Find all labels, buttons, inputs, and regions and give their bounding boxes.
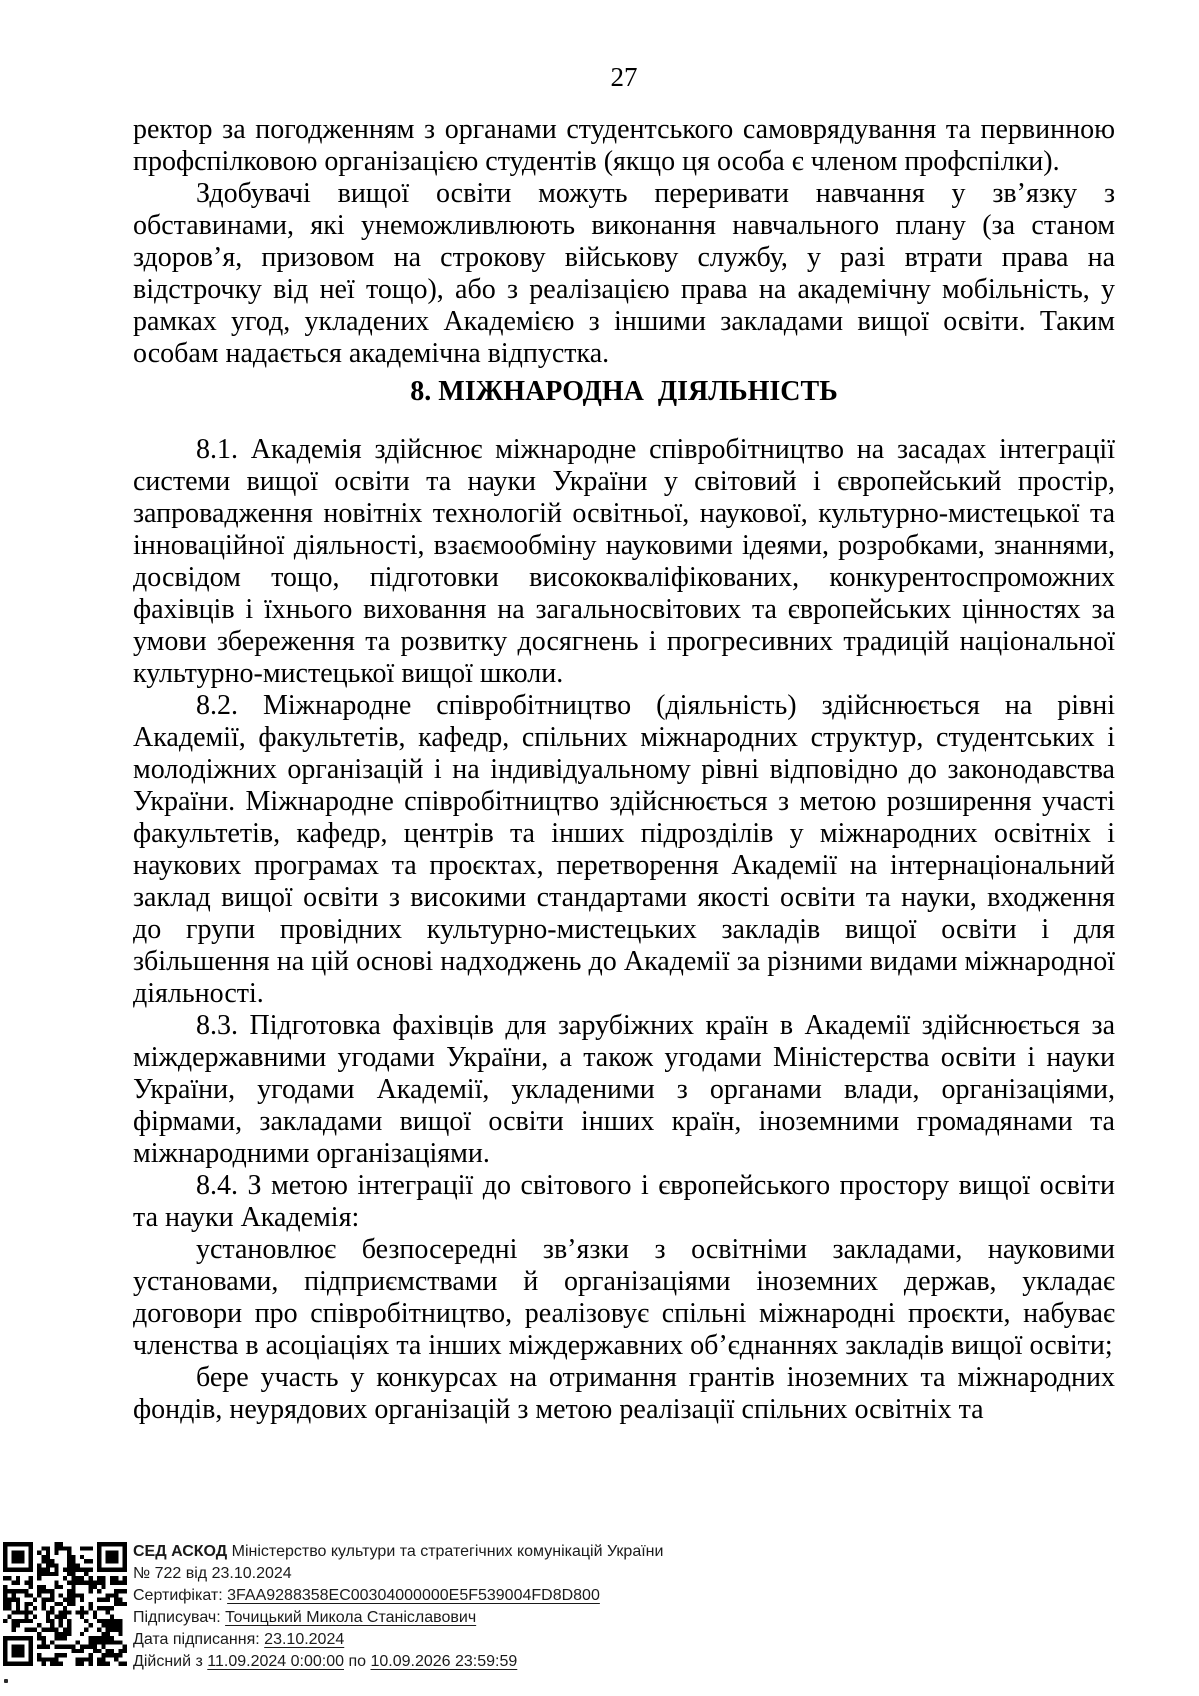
paragraph: бере участь у конкурсах на отримання грантів іноземних та міжнародних фондів, неурядових організацій з метою реалізації спільних освітніх та [133, 1362, 1115, 1425]
signature-system-line [133, 1541, 893, 1563]
signature-doc-number: № 722 від 23.10.2024 [133, 1565, 292, 1582]
valid-to-value: 10.09.2026 23:59:59 [370, 1653, 518, 1670]
paragraph: ректор за погодженням з органами студентського самоврядування та первинною профспілковою організацією студентів (якщо ця особа є членом профспілки). [133, 114, 1115, 177]
paragraph: установлює безпосередні зв’язки з освітніми закладами, науковими установами, підприємствами й організаціями іноземних держав, укладає договори про співробітництво, реалізовує спільні міжнародні проєкти, набуває членства в асоціаціях та інших міждержавних об’єднаннях закладів вищої освіти; [133, 1234, 1115, 1361]
signer-label: Підписувач: [133, 1609, 221, 1626]
certificate-value: 3FAA9288358EC00304000000E5F539004FD8D800 [227, 1587, 600, 1604]
signature-signer-line [133, 1607, 893, 1629]
signature-date-line [133, 1629, 893, 1651]
paragraph: 8.1. Академія здійснює міжнародне співробітництво на засадах інтеграції системи вищої освіти та науки України у світовий і європейський простір, запровадження новітніх технологій освітньої, наукової, культурно-мистецької та інноваційної діяльності, взаємообміну науковими ідеями, розробками, знаннями, досвідом тощо, підготовки висококваліфікованих, конкурентоспроможних фахівців і їхнього виховання на загальносвітових та європейських цінностях за умови збереження та розвитку досягнень і прогресивних традицій національної культурно-мистецької вищої школи. [133, 434, 1115, 689]
certificate-label: Сертифікат: [133, 1587, 223, 1604]
paragraph: 8.3. Підготовка фахівців для зарубіжних країн в Академії здійснюється за міждержавними угодами України, а також угодами Міністерства освіти і науки України, угодами Академії, укладеними з органами влади, організаціями, фірмами, закладами вищої освіти інших країн, іноземними громадянами та міжнародними організаціями. [133, 1010, 1115, 1169]
signature-system-name: СЕД АСКОД [133, 1543, 228, 1560]
valid-prefix: Дійсний з [133, 1653, 203, 1670]
signature-block [133, 1541, 893, 1673]
paragraph: 8.2. Міжнародне співробітництво (діяльність) здійснюється на рівні Академії, факультетів, кафедр, спільних міжнародних структур, студентських і молодіжних організацій і на індивідуальному рівні відповідно до законодавства України. Міжнародне співробітництво здійснюється з метою розширення участі факультетів, кафедр, центрів та інших підрозділів у міжнародних освітніх і наукових програмах та проєктах, перетворення Академії на інтернаціональний заклад вищої освіти з високими стандартами якості освіти та науки, входження до групи провідних культурно-мистецьких закладів вищої освіти і для збільшення на цій основі надходжень до Академії за різними видами міжнародної діяльності. [133, 690, 1115, 1009]
signer-value: Точицький Микола Станіславович [225, 1609, 477, 1626]
signature-organization: Міністерство культури та стратегічних комунікацій України [231, 1543, 664, 1560]
valid-separator: по [348, 1653, 367, 1670]
signing-date-label: Дата підписання: [133, 1631, 260, 1648]
document-body [133, 114, 1115, 1426]
section-heading: 8. МІЖНАРОДНА ДІЯЛЬНІСТЬ [410, 376, 838, 407]
qr-code [3, 1542, 127, 1666]
paragraph: 8.4. З метою інтеграції до світового і європейського простору вищої освіти та науки Академія: [133, 1170, 1115, 1233]
signing-date-value: 23.10.2024 [264, 1631, 345, 1648]
signature-certificate-line [133, 1585, 893, 1607]
scan-artifact-dot [4, 1679, 8, 1683]
valid-from-value: 11.09.2024 0:00:00 [207, 1653, 344, 1670]
signature-validity-line [133, 1651, 893, 1673]
paragraph: Здобувачі вищої освіти можуть переривати навчання у зв’язку з обставинами, які унеможливлюють виконання навчального плану (за станом здоров’я, призовом на строкову військову службу, у разі втрати права на відстрочку від неї тощо), або з реалізацією права на академічну мобільність, у рамках угод, укладених Академією з іншими закладами вищої освіти. Таким особам надається академічна відпустка. [133, 178, 1115, 369]
page-number: 27 [610, 62, 638, 92]
